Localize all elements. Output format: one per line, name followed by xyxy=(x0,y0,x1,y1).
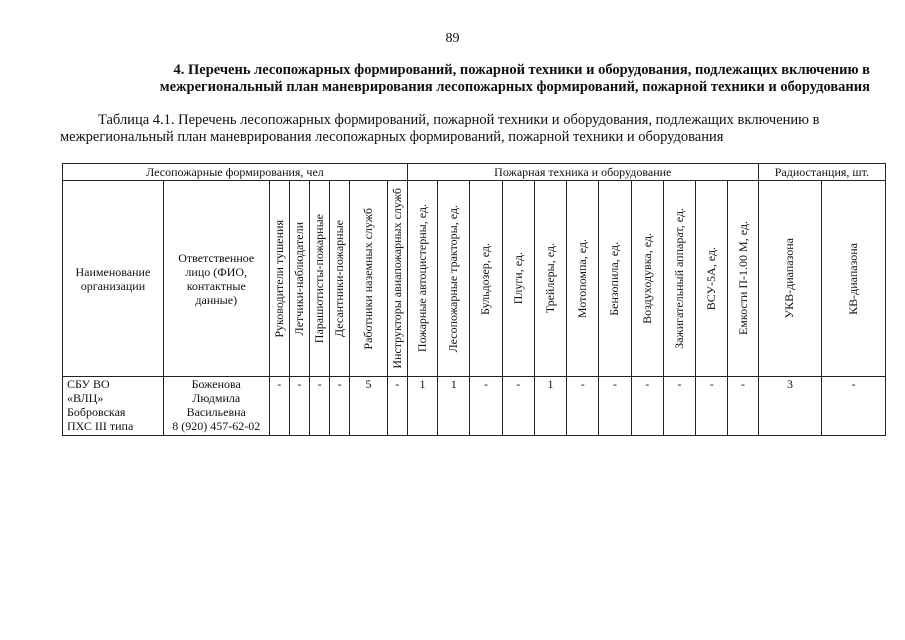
cell-c18: 3 xyxy=(758,377,822,436)
table-caption xyxy=(60,112,875,146)
column-header-c17: Емкости П-1.00 М, ед. xyxy=(728,181,758,377)
cell-c10: - xyxy=(502,377,534,436)
table-row xyxy=(63,377,886,436)
cell-c7: 1 xyxy=(407,377,437,436)
cell-responsible: Боженова Людмила Васильевна 8 (920) 457-62-02 xyxy=(163,377,269,436)
cell-c17: - xyxy=(728,377,758,436)
column-header-c18: УКВ-диапазона xyxy=(758,181,822,377)
column-header-responsible: Ответственное лицо (ФИО, контактные данные) xyxy=(163,181,269,377)
column-header-org: Наименование организации xyxy=(63,181,164,377)
cell-c4: - xyxy=(330,377,350,436)
column-header-c2: Летчики-наблюдатели xyxy=(289,181,309,377)
column-header-c6: Инструкторы авиапожарных служб xyxy=(387,181,407,377)
column-header-c3: Парашютисты-пожарные xyxy=(309,181,329,377)
page-number: 89 xyxy=(445,31,460,46)
cell-c5: 5 xyxy=(350,377,387,436)
cell-c3: - xyxy=(309,377,329,436)
group-header-radio: Радиостанция, шт. xyxy=(758,164,885,181)
column-header-c4: Десантники-пожарные xyxy=(330,181,350,377)
section-heading xyxy=(100,62,870,96)
column-header-c12: Мотопомпа, ед. xyxy=(567,181,599,377)
cell-c1: - xyxy=(269,377,289,436)
section-heading-line-2: межрегиональный план маневрирования лесопожарных формирований, пожарной техники и оборудования xyxy=(159,79,870,95)
column-header-c7: Пожарные автоцистерны, ед. xyxy=(407,181,437,377)
table-caption-line-2: межрегиональный план маневрирования лесопожарных формирований, пожарной техники и оборудования xyxy=(60,129,724,145)
cell-c8: 1 xyxy=(438,377,470,436)
cell-c12: - xyxy=(567,377,599,436)
cell-c14: - xyxy=(631,377,663,436)
column-header-c13: Бензопила, ед. xyxy=(599,181,631,377)
column-header-c19: КВ-диапазона xyxy=(822,181,886,377)
section-heading-line-1: 4. Перечень лесопожарных формирований, пожарной техники и оборудования, подлежащих включению в xyxy=(173,62,870,78)
cell-c2: - xyxy=(289,377,309,436)
column-header-c5: Работники наземных служб xyxy=(350,181,387,377)
cell-c15: - xyxy=(663,377,695,436)
cell-c13: - xyxy=(599,377,631,436)
column-header-c10: Плуги, ед. xyxy=(502,181,534,377)
column-header-c16: ВСУ-5А, ед. xyxy=(696,181,728,377)
column-header-c1: Руководители тушения xyxy=(269,181,289,377)
equipment-table xyxy=(62,163,886,436)
column-header-c11: Трейлеры, ед. xyxy=(534,181,566,377)
group-header-equipment: Пожарная техника и оборудование xyxy=(407,164,758,181)
column-header-c8: Лесопожарные тракторы, ед. xyxy=(438,181,470,377)
column-header-c14: Воздуходувка, ед. xyxy=(631,181,663,377)
group-header-formations: Лесопожарные формирования, чел xyxy=(63,164,408,181)
cell-c16: - xyxy=(696,377,728,436)
cell-c19: - xyxy=(822,377,886,436)
cell-c6: - xyxy=(387,377,407,436)
cell-org: СБУ ВО «ВЛЦ» Бобровская ПХС III типа xyxy=(63,377,164,436)
table-caption-line-1: Таблица 4.1. Перечень лесопожарных формирований, пожарной техники и оборудования, подлежащих включению в xyxy=(98,112,820,128)
cell-c9: - xyxy=(470,377,502,436)
column-header-c15: Зажигательный аппарат, ед. xyxy=(663,181,695,377)
cell-c11: 1 xyxy=(534,377,566,436)
column-header-c9: Бульдозер, ед. xyxy=(470,181,502,377)
